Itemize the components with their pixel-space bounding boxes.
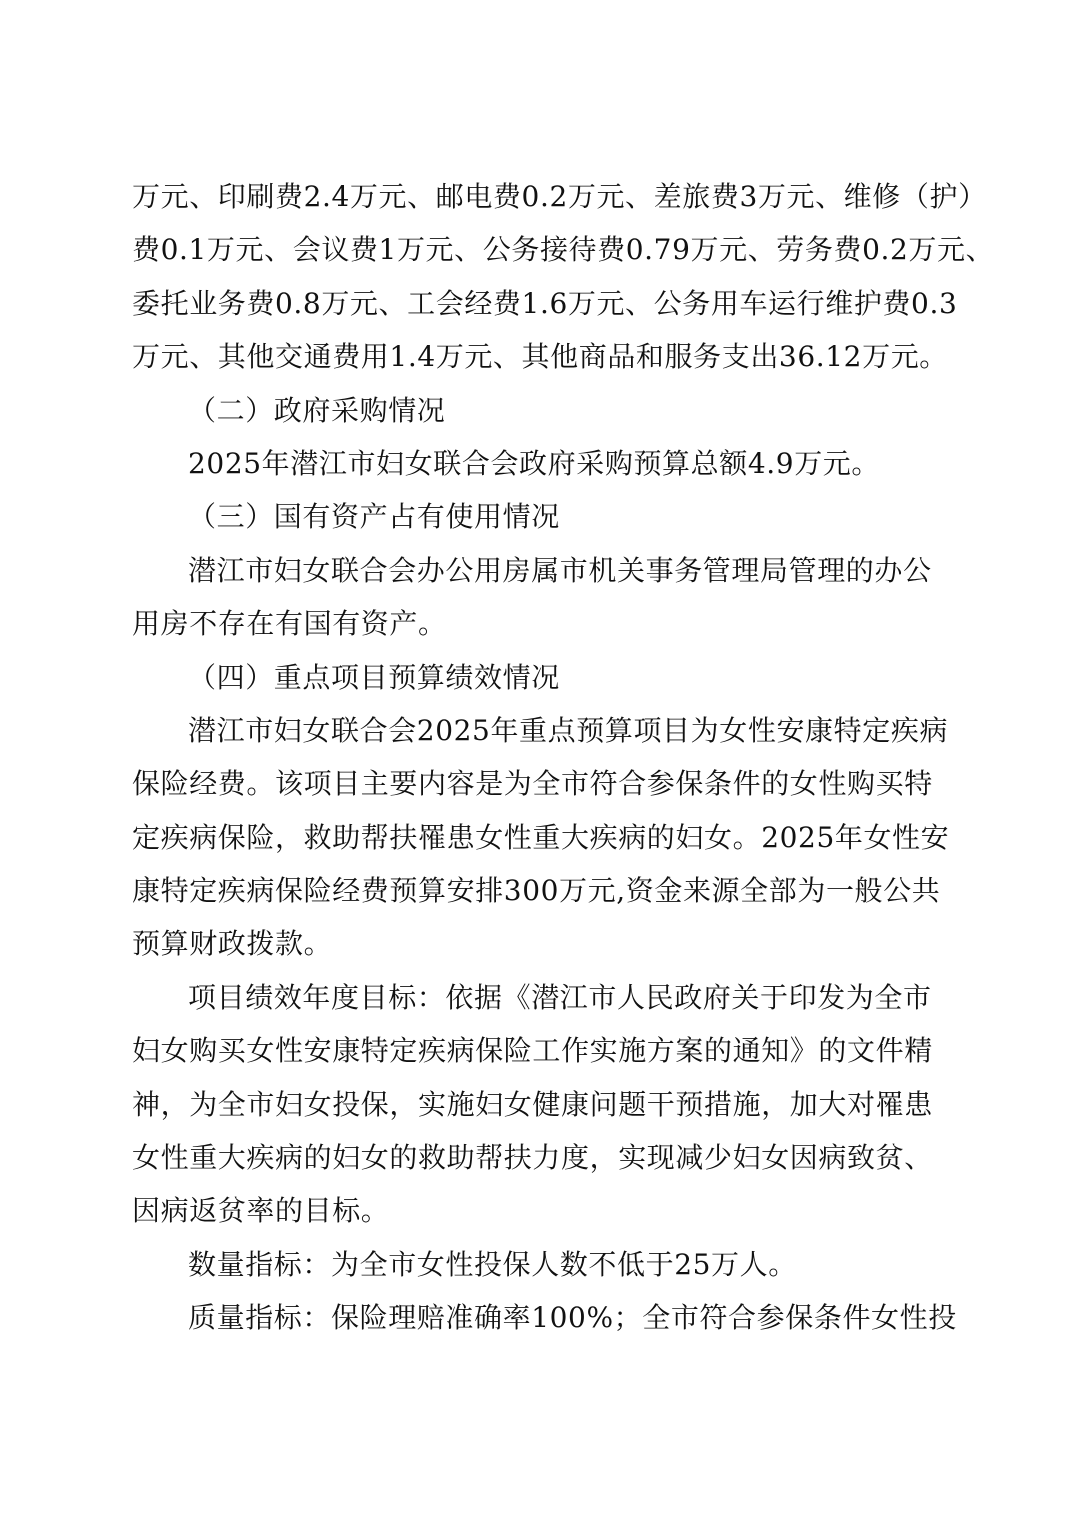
text-line: 数量指标：为全市女性投保人数不低于25万人。 [188,1247,797,1281]
text-line: 保险经费。该项目主要内容是为全市符合参保条件的女性购买特 [132,767,933,801]
section-heading-government-procurement: （二）政府采购情况 [188,393,446,427]
section-heading-state-assets: （三）国有资产占有使用情况 [188,500,560,534]
text-line: 康特定疾病保险经费预算安排300万元,资金来源全部为一般公共 [132,874,941,908]
text-line: 预算财政拨款。 [132,927,333,961]
text-line: 项目绩效年度目标：依据《潜江市人民政府关于印发为全市 [188,980,932,1014]
text-line: 潜江市妇女联合会办公用房属市机关事务管理局管理的办公 [188,553,932,587]
text-line: 女性重大疾病的妇女的救助帮扶力度，实现减少妇女因病致贫、 [132,1141,933,1175]
text-line: 万元、其他交通费用1.4万元、其他商品和服务支出36.12万元。 [132,340,948,374]
text-line: 费0.1万元、会议费1万元、公务接待费0.79万元、劳务费0.2万元、 [132,233,995,267]
section-heading-key-project-performance: （四）重点项目预算绩效情况 [188,660,560,694]
text-line: 定疾病保险，救助帮扶罹患女性重大疾病的妇女。2025年女性安 [132,820,950,854]
text-line: 神，为全市妇女投保，实施妇女健康问题干预措施，加大对罹患 [132,1087,933,1121]
text-line: 委托业务费0.8万元、工会经费1.6万元、公务用车运行维护费0.3 [132,286,958,320]
text-line: 2025年潜江市妇女联合会政府采购预算总额4.9万元。 [188,446,880,480]
text-line: 万元、印刷费2.4万元、邮电费0.2万元、差旅费3万元、维修（护） [132,180,987,213]
text-line: 潜江市妇女联合会2025年重点预算项目为女性安康特定疾病 [188,713,949,747]
document-body [132,170,995,1345]
text-line: 质量指标：保险理赔准确率100%；全市符合参保条件女性投 [188,1301,957,1335]
text-line: 因病返贫率的目标。 [132,1194,390,1228]
text-line: 用房不存在有国有资产。 [132,607,447,641]
text-line: 妇女购买女性安康特定疾病保险工作实施方案的通知》的文件精 [132,1034,933,1068]
